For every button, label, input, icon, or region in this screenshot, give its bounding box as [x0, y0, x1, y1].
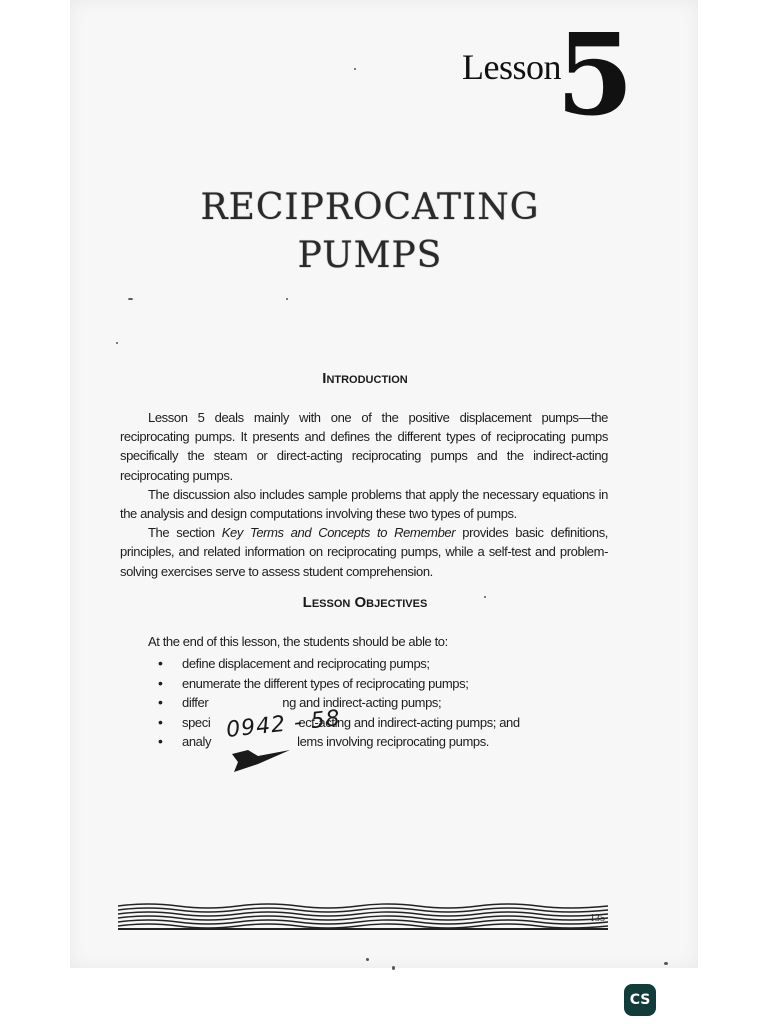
introduction-heading: Introduction — [322, 370, 408, 387]
lesson-number: 5 — [556, 10, 634, 141]
objective-text: analy — [182, 734, 212, 750]
intro-p3-end: provides basic definitions, principles, and related information on reciprocating pumps, while a self-test and problem-solving exercises serve to assess student comprehension. — [120, 525, 609, 579]
scan-speck — [128, 298, 133, 300]
scan-speck — [366, 958, 369, 961]
scan-speck — [116, 342, 118, 344]
objective-item — [158, 654, 520, 674]
objective-text-cont: ect-acting and indirect-acting pumps; and — [298, 714, 520, 730]
lesson-label: Lesson — [462, 47, 561, 87]
objective-text: differ — [182, 695, 209, 711]
scan-speck — [664, 962, 668, 965]
decorative-wave-border — [118, 902, 608, 932]
chapter-title-line1: RECIPROCATING — [200, 187, 540, 228]
page-number: 135 — [590, 913, 605, 924]
scan-speck — [354, 68, 356, 70]
objective-text: enumerate the different types of reciprocating pumps; — [182, 675, 469, 691]
intro-paragraph-2: The discussion also includes sample problems that apply the necessary equations in the analysis and design computations involving these two types of pumps. — [120, 486, 608, 522]
intro-p3-start: The section — [148, 525, 222, 541]
chapter-title — [150, 184, 590, 280]
intro-paragraph-3 — [120, 523, 608, 581]
chapter-title-line2: PUMPS — [297, 235, 443, 276]
objectives-lead: At the end of this lesson, the students should be able to: — [148, 634, 448, 649]
camscanner-badge[interactable]: CS — [624, 984, 656, 1016]
scan-speck — [392, 966, 395, 970]
objective-item — [158, 732, 520, 752]
objective-text-cont: lems involving reciprocating pumps. — [297, 734, 490, 750]
scan-speck — [286, 298, 288, 300]
objective-text: speci — [182, 714, 211, 730]
objective-item — [158, 674, 520, 694]
objectives-list — [158, 654, 520, 752]
pen-scribble — [228, 744, 294, 776]
objective-text-cont: ng and indirect-acting pumps; — [282, 695, 442, 711]
handwritten-note: 0942 - 58 — [225, 706, 342, 743]
objective-text: define displacement and reciprocating pumps; — [182, 656, 430, 671]
intro-paragraph-1: Lesson 5 deals mainly with one of the positive displacement pumps—the reciprocating pumps. It presents and defines the different types of reciprocating pumps specifically the steam or direct-acting reciprocating pumps and the indirect-acting reciprocating pumps. — [120, 410, 608, 483]
intro-p3-italic: Key Terms and Concepts to Remember — [221, 525, 456, 541]
objectives-heading: Lesson Objectives — [302, 594, 428, 611]
introduction-body — [120, 408, 608, 581]
